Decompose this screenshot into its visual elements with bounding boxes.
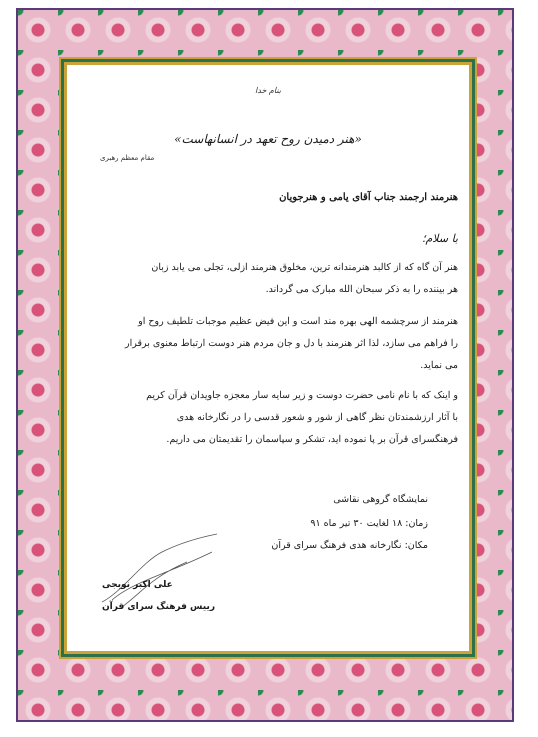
handwritten-signature (92, 522, 232, 612)
body-line: هر بیننده را به ذکر سبحان الله مبارک می گرداند. (265, 284, 458, 295)
event-date: زمان: ۱۸ لغایت ۳۰ تیر ماه ۹۱ (310, 518, 428, 529)
body-line: می نماید. (420, 360, 458, 371)
motto-author: مقام معظم رهبری (100, 154, 155, 162)
bismillah: بنام خدا (255, 86, 281, 95)
signer-title: رییس فرهنگ سرای قرآن (102, 602, 216, 612)
signer-name: علی اکبر نوبجی (102, 580, 173, 590)
body-line: هنر آن گاه که از کالبد هنرمندانه ترین، مخلوق هنرمند ازلی، تجلی می یابد زبان (151, 262, 458, 273)
body-line: و اینک که با نام نامی حضرت دوست و زیر سایه سار معجزه جاویدان قرآن کریم (146, 390, 458, 401)
motto: «هنر دمیدن روح تعهد در انسانهاست» (174, 132, 362, 146)
letter-content (72, 72, 464, 644)
event-name: نمایشگاه گروهی نقاشی (333, 494, 428, 505)
body-line: را فراهم می سازد، لذا اثر هنرمند با دل و جان مردم هنر دوست ارتباط معنوی برقرار (124, 338, 458, 349)
addressee: هنرمند ارجمند جناب آقای یامی و هنرجویان (279, 192, 458, 203)
salutation: با سلام؛ (422, 232, 458, 245)
body-line: با آثار ارزشمندتان نظر گاهی از شور و شعور قدسی را در نگارخانه هدی (176, 412, 458, 423)
body-line: هنرمند از سرچشمه الهی بهره مند است و این فیض عظیم موجبات تلطیف روح او (138, 316, 458, 327)
body-line: فرهنگسرای قرآن بر پا نموده اید، تشکر و سپاسمان را تقدیمتان می داریم. (166, 434, 458, 445)
event-place: مکان: نگارخانه هدی فرهنگ سرای قرآن (271, 540, 428, 551)
